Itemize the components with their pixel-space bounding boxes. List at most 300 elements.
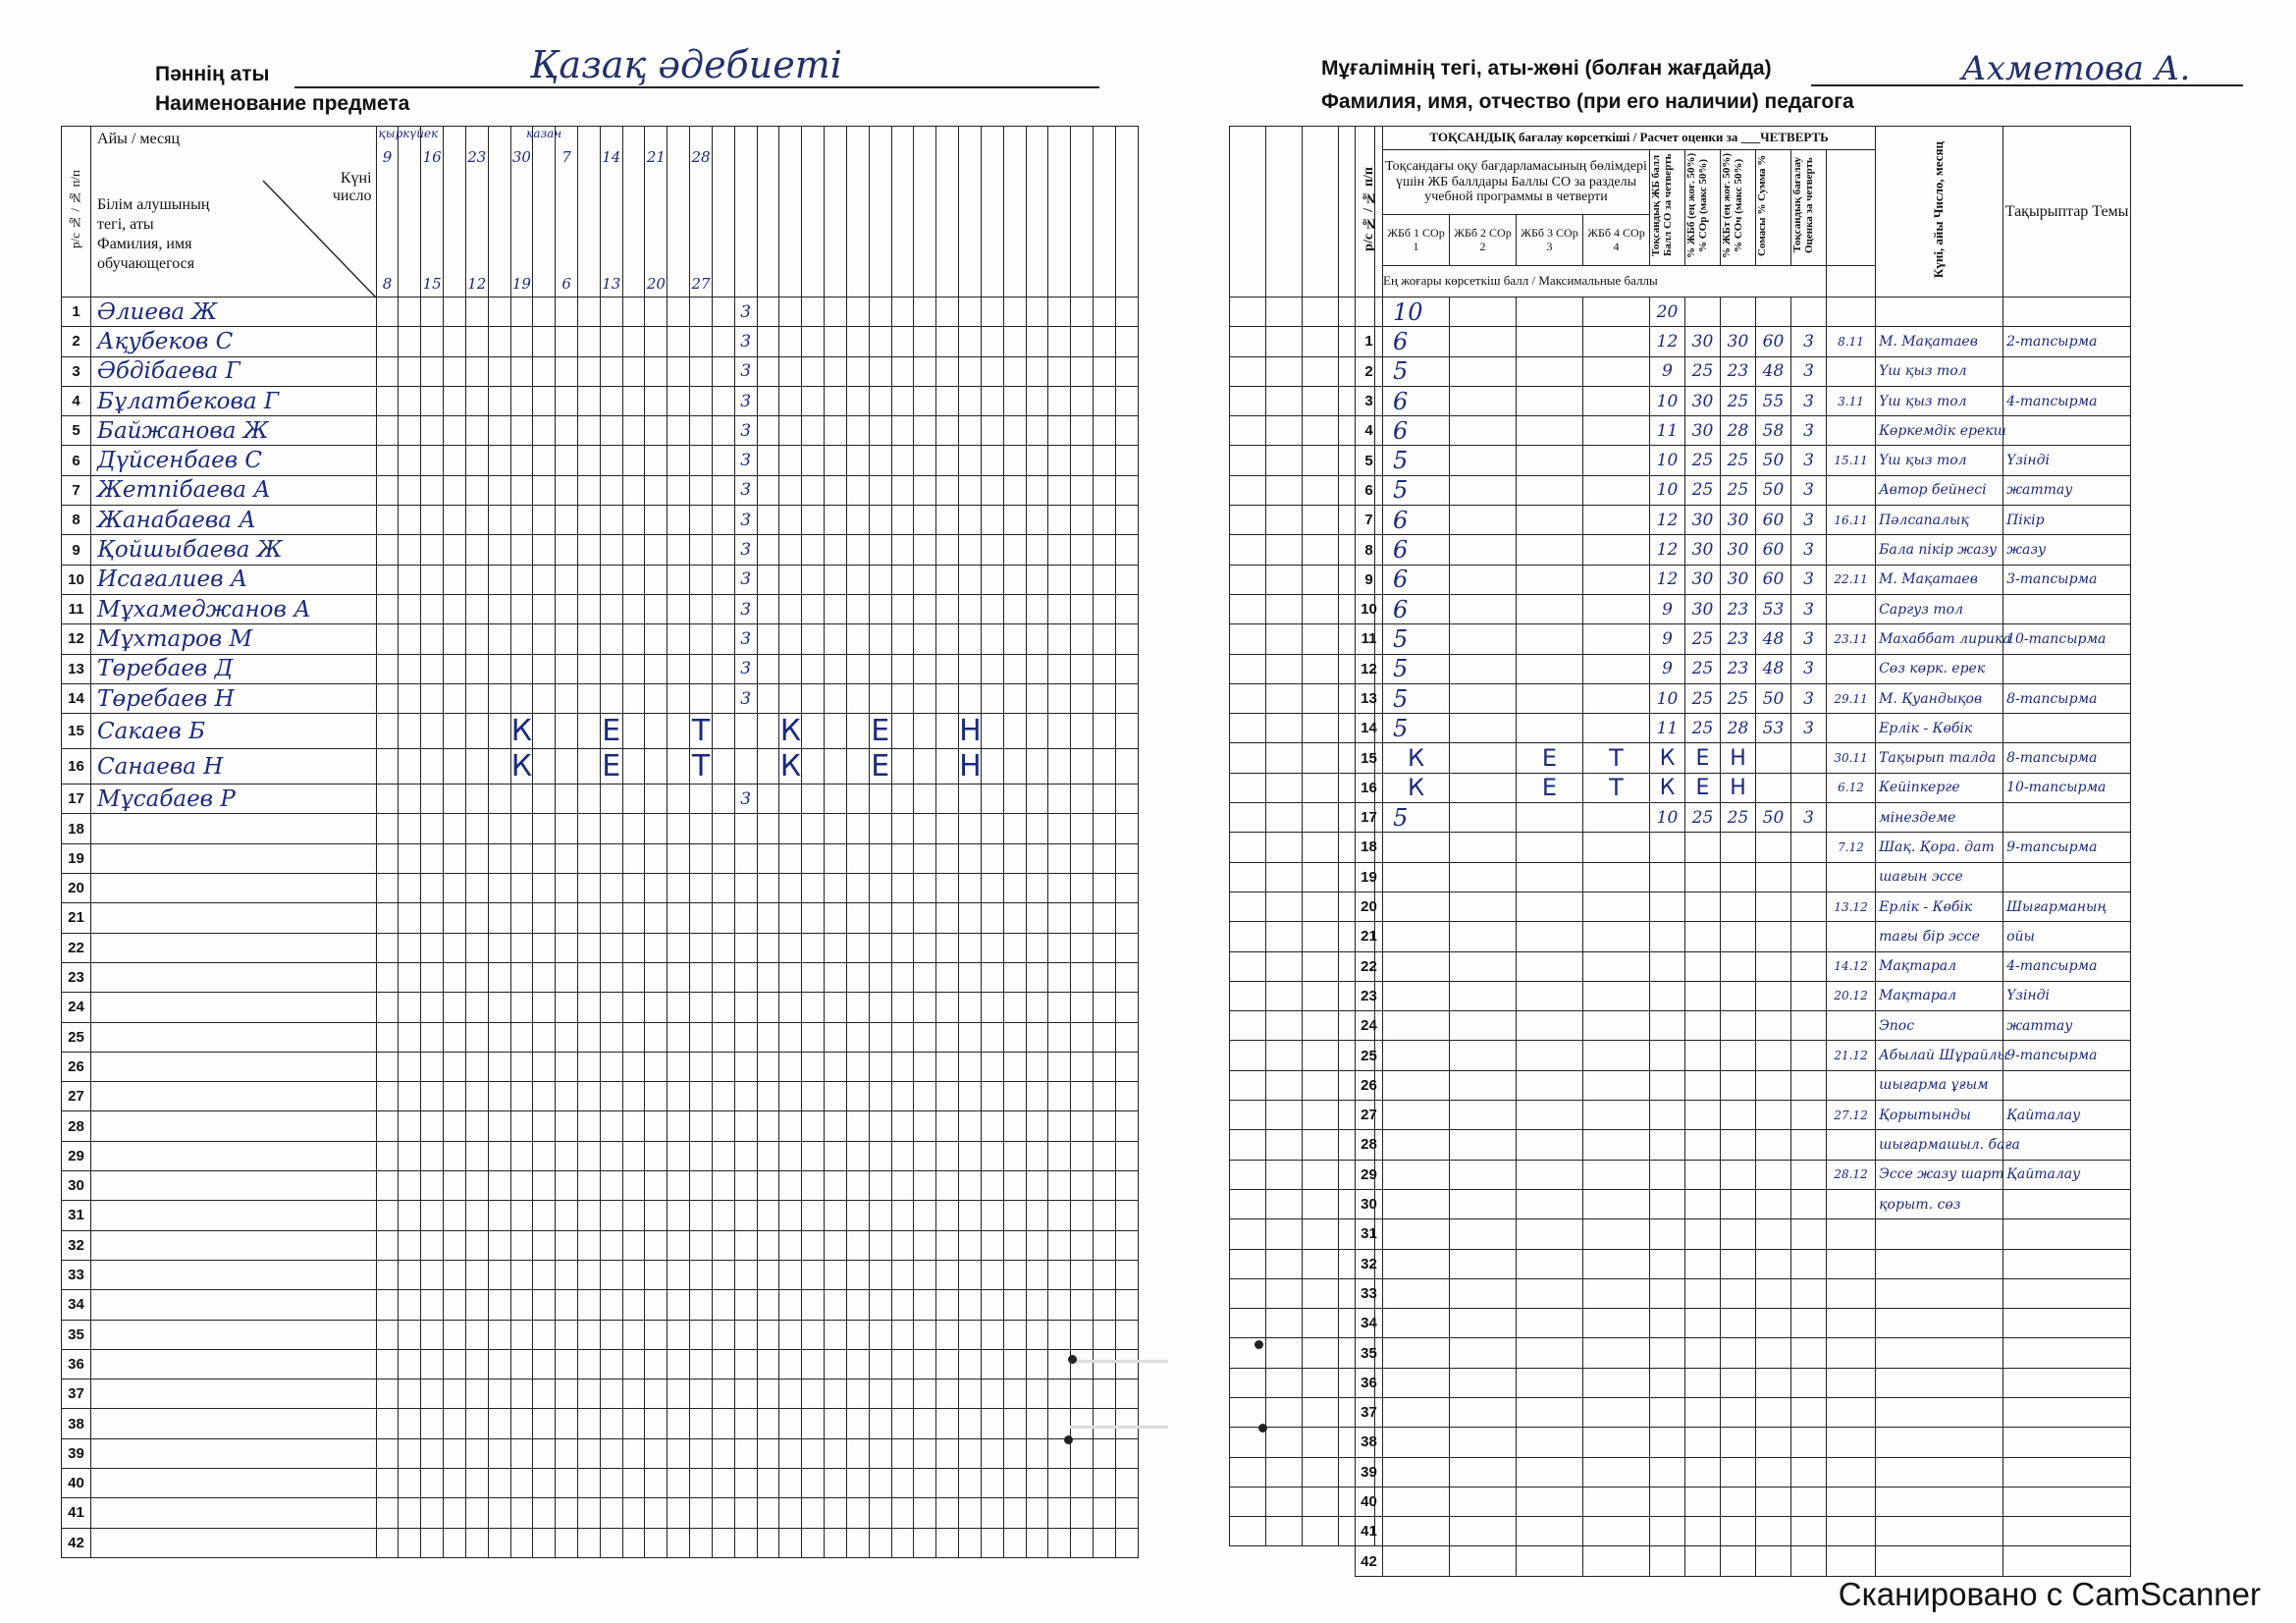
max-score-label: Ең жоғары көрсеткіш балл / Максимальные баллы [1383,266,1827,298]
mark-cell [421,1468,444,1497]
mark-cell [399,654,421,683]
mark-cell [690,446,713,475]
mark-cell [421,749,444,784]
spare-row [1230,1397,1375,1427]
pct-sor-cell: 30 [1685,565,1721,594]
mark-cell [959,1022,982,1052]
table-row [1356,1219,2131,1249]
mark-cell [846,386,869,415]
mark-cell [600,993,622,1022]
lesson-topic-cell: Бала пікір жазу [1876,535,2003,565]
mark-cell [712,356,734,386]
mark-cell [622,1052,645,1081]
mark-cell [488,993,510,1022]
spare-cell [1230,475,1266,505]
lesson-date-cell [1827,1457,1876,1487]
mark-cell [1115,416,1138,446]
mark-cell [578,1022,601,1052]
mark-cell [376,1230,399,1260]
table-row [62,565,1139,594]
mark-cell [981,327,1003,356]
sor3-cell [1517,327,1583,356]
mark-cell [667,1409,690,1438]
sor4-cell [1583,1041,1650,1070]
row-number: 14 [62,683,91,713]
mark-cell [1115,327,1138,356]
sor3-cell [1517,1338,1583,1368]
soch-cell: 12 [1650,535,1685,565]
spare-cell [1303,446,1339,475]
mark-cell [914,1438,936,1468]
mark-cell [533,416,556,446]
pct-sor-cell [1685,1546,1721,1576]
spare-row [1230,654,1375,683]
mark-cell [444,565,466,594]
mark-cell [465,1260,488,1289]
sor3-cell [1517,1487,1583,1516]
month-header-label: Айы / месяц [97,131,181,147]
mark-cell [1071,903,1094,933]
date-bottom: 19 [511,275,531,293]
row-number: 19 [62,843,91,873]
mark-cell [734,1409,757,1438]
row-number: 24 [1356,1011,1383,1041]
mark-cell [533,993,556,1022]
sor4-cell [1583,1457,1650,1487]
mark-cell [1115,993,1138,1022]
soch-cell [1650,981,1685,1010]
mark-cell [1094,1380,1116,1409]
mark-cell [779,327,802,356]
spare-cell [1230,1397,1266,1427]
mark-cell [645,475,667,505]
mark-cell [488,416,510,446]
mark-cell [1026,327,1048,356]
spare-cell [1230,892,1266,921]
mark-cell [622,535,645,565]
mark-cell [981,874,1003,903]
spare-row [1230,327,1375,356]
mark-cell [421,1052,444,1081]
mark-cell [667,843,690,873]
mark-cell [600,386,622,415]
mark-cell [622,1409,645,1438]
table-row [62,1290,1139,1320]
row-number: 31 [62,1201,91,1230]
blank-cell [1721,298,1756,327]
table-row [62,749,1139,784]
mark-cell [825,714,847,749]
pct-soch-cell [1721,1457,1756,1487]
sor1-cell [1383,981,1450,1010]
sor1-cell: 6 [1383,386,1450,415]
lesson-topic-cell: Абылай Шұрайлы [1876,1041,2003,1070]
mark-cell [488,933,510,962]
mark-cell: 3 [734,298,757,327]
mark-cell [600,903,622,933]
mark-cell [376,843,399,873]
sum-cell: 60 [1756,535,1791,565]
student-name [91,1409,377,1438]
sor2-cell [1450,1457,1517,1487]
mark-cell [712,683,734,713]
row-number: 30 [62,1171,91,1201]
pct-sor-cell: 25 [1685,683,1721,713]
max-sor1: 10 [1383,298,1450,327]
sor3-cell [1517,981,1583,1010]
mark-cell [869,1230,891,1260]
mark-cell [578,1409,601,1438]
mark-cell [936,386,959,415]
pct-sor-cell: 25 [1685,803,1721,833]
mark-cell [891,749,914,784]
spare-cell [1266,862,1303,892]
mark-cell [1026,1409,1048,1438]
mark-cell [399,1320,421,1349]
mark-cell [444,416,466,446]
mark-cell [959,1468,982,1497]
mark-cell [1115,962,1138,992]
sor4-cell [1583,327,1650,356]
mark-cell [802,1290,825,1320]
date-header-cell [1071,127,1094,298]
sor2-cell [1450,565,1517,594]
row-number: 11 [1356,624,1383,654]
mark-cell [578,475,601,505]
mark-cell [1071,565,1094,594]
mark-cell [421,565,444,594]
mark-cell [914,843,936,873]
mark-cell [578,654,601,683]
homework-cell: 8-тапсырма [2003,683,2131,713]
mark-cell [1071,416,1094,446]
table-row [1356,475,2131,505]
mark-cell [1026,506,1048,535]
mark-cell [825,654,847,683]
mark-cell [959,475,982,505]
sum-cell: 60 [1756,327,1791,356]
soch-cell [1650,1309,1685,1338]
mark-cell [488,535,510,565]
mark-cell [779,654,802,683]
mark-cell [690,1349,713,1379]
mark-cell [891,1349,914,1379]
mark-cell [914,1290,936,1320]
blank-cell [1827,266,1876,298]
mark-cell [645,1052,667,1081]
mark-cell [510,1290,533,1320]
spare-cell [1266,327,1303,356]
mark-cell [914,1230,936,1260]
grade-cell [1791,1487,1827,1516]
mark-cell [1048,386,1071,415]
lesson-topic-cell: шығарма ұғым [1876,1070,2003,1100]
spare-cell [1230,1249,1266,1278]
mark-cell [959,298,982,327]
mark-cell [622,475,645,505]
spare-cell [1266,833,1303,862]
mark-cell [825,1141,847,1170]
mark-cell [734,1171,757,1201]
mark-cell [712,814,734,843]
mark-cell [1115,654,1138,683]
mark-cell [1115,446,1138,475]
subject-underline [294,86,1099,88]
mark-cell [690,903,713,933]
mark-cell [600,1260,622,1289]
mark-cell [1026,1022,1048,1052]
mark-cell [757,1141,779,1170]
mark-cell [1115,1230,1138,1260]
spare-cell [1266,446,1303,475]
mark-cell [556,1409,578,1438]
sor4-cell [1583,951,1650,981]
mark-cell [802,1528,825,1557]
mark-cell [1048,356,1071,386]
sor3-cell [1517,1189,1583,1218]
mark-cell [556,993,578,1022]
mark-cell [1071,1349,1094,1379]
mark-cell [959,1260,982,1289]
mark-cell [399,1349,421,1379]
pct-soch-cell [1721,1428,1756,1457]
mark-cell [690,1201,713,1230]
mark-cell [578,1171,601,1201]
sor3-cell [1517,386,1583,415]
mark-cell [891,843,914,873]
mark-cell [421,1260,444,1289]
mark-cell [1003,1468,1026,1497]
grade-cell: 3 [1791,475,1827,505]
mark-cell [1094,1052,1116,1081]
mark-cell [488,1290,510,1320]
mark-cell [1094,1201,1116,1230]
mark-cell [1026,1380,1048,1409]
mark-cell [690,506,713,535]
teacher-value: Ахметова А. [1961,49,2191,88]
mark-cell [1071,1290,1094,1320]
sor1-cell [1383,1309,1450,1338]
mark-cell [1003,1438,1026,1468]
mark-cell [712,749,734,784]
mark-cell [1003,1171,1026,1201]
mark-cell [556,1438,578,1468]
mark-cell [914,1498,936,1528]
mark-cell [712,1468,734,1497]
pct-sor-cell [1685,951,1721,981]
staple-dot [1255,1340,1263,1349]
mark-cell [578,565,601,594]
mark-cell [959,1380,982,1409]
sor2-cell [1450,1219,1517,1249]
mark-cell [712,714,734,749]
soch-cell: 12 [1650,565,1685,594]
mark-cell [488,1082,510,1111]
mark-cell [1071,1260,1094,1289]
mark-cell [869,1052,891,1081]
mark-cell [891,1141,914,1170]
table-row [1356,714,2131,743]
mark-cell [981,903,1003,933]
grade-cell: 3 [1791,506,1827,535]
mark-cell [376,714,399,749]
student-name [91,1468,377,1497]
mark-cell [1094,962,1116,992]
mark-cell [645,1349,667,1379]
mark-cell [802,843,825,873]
student-name [91,962,377,992]
spare-cell [1230,1309,1266,1338]
mark-cell [802,1052,825,1081]
homework-cell: жазу [2003,535,2131,565]
row-number: 40 [62,1468,91,1497]
mark-cell [757,1260,779,1289]
pct-soch-cell: Н [1721,773,1756,802]
spare-cell [1266,1368,1303,1397]
mark-cell [779,1349,802,1379]
mark-cell [645,594,667,623]
pct-sor-cell: 25 [1685,446,1721,475]
spare-cell [1303,1457,1339,1487]
student-header-cell [91,127,377,298]
date-top: 23 [467,148,487,166]
mark-cell [556,386,578,415]
mark-cell: 3 [734,446,757,475]
pct-soch-cell: 30 [1721,327,1756,356]
mark-cell [1115,1141,1138,1170]
mark-cell [802,1409,825,1438]
date-top: 9 [382,148,393,166]
mark-cell [510,1022,533,1052]
sor1-cell [1383,1368,1450,1397]
table-row [62,784,1139,814]
mark-cell [712,1438,734,1468]
mark-cell: 3 [734,475,757,505]
mark-cell [421,327,444,356]
mark-cell [533,1082,556,1111]
mark-cell [667,565,690,594]
sor2-cell [1450,683,1517,713]
mark-cell [1115,1349,1138,1379]
mark-cell [779,416,802,446]
table-row [1356,1189,2131,1218]
sor1-cell [1383,833,1450,862]
grade-cell [1791,1278,1827,1308]
row-number: 18 [1356,833,1383,862]
mark-cell [712,594,734,623]
mark-cell [488,1022,510,1052]
mark-cell [914,624,936,654]
sor1-cell: 6 [1383,327,1450,356]
mark-cell [488,654,510,683]
mark-cell [465,784,488,814]
mark-cell [510,843,533,873]
mark-cell [556,1498,578,1528]
lesson-topic-cell: Шақ. Қора. дат [1876,833,2003,862]
mark-cell [444,298,466,327]
mark-cell [712,1052,734,1081]
mark-cell [465,1141,488,1170]
lesson-topic-cell: Кейіпкерге [1876,773,2003,802]
mark-cell [444,993,466,1022]
mark-cell [1094,386,1116,415]
mark-cell [825,683,847,713]
mark-cell [734,814,757,843]
mark-cell [712,1498,734,1528]
mark-cell [556,903,578,933]
soch-column-header-text: Тоқсандық ЖБ балл Балл СО за четверть [1650,154,1675,257]
mark-cell [959,327,982,356]
spare-cell [1303,1517,1339,1546]
mark-cell [488,1349,510,1379]
date-header-cell [645,127,667,298]
mark-cell [1115,1290,1138,1320]
lesson-topic-cell: Автор бейнесі [1876,475,2003,505]
mark-cell [444,1498,466,1528]
mark-cell [734,1468,757,1497]
mark-cell [757,356,779,386]
mark-cell [556,1111,578,1141]
pct-sor-cell [1685,1070,1721,1100]
mark-cell [1048,506,1071,535]
mark-cell [1026,298,1048,327]
mark-cell [959,962,982,992]
mark-cell [1003,654,1026,683]
date-header-cell [488,127,510,298]
mark-cell [1115,1528,1138,1557]
subject-value: Қазақ әдебиеті [530,43,842,86]
date-header-cell [712,127,734,298]
mark-cell [690,1409,713,1438]
date-header-cell [526,127,578,298]
spare-cell [1230,1517,1266,1546]
mark-cell [959,624,982,654]
mark-cell [869,1380,891,1409]
mark-cell [510,1380,533,1409]
mark-cell [444,386,466,415]
sum-cell [1756,1041,1791,1070]
mark-cell [444,1468,466,1497]
month-label: қазан [526,127,562,140]
sor3-cell: Е [1517,743,1583,773]
spare-cell [1266,1101,1303,1130]
lesson-date-cell: 7.12 [1827,833,1876,862]
mark-cell [556,749,578,784]
student-name [91,903,377,933]
mark-cell [846,784,869,814]
sum-cell: 48 [1756,356,1791,386]
mark-cell [622,1260,645,1289]
mark-cell [936,298,959,327]
mark-cell [959,1111,982,1141]
mark-cell [533,784,556,814]
mark-cell [578,446,601,475]
mark-cell [556,565,578,594]
mark-cell [846,1052,869,1081]
spare-cell [1230,803,1266,833]
mark-cell [488,843,510,873]
row-number: 41 [1356,1517,1383,1546]
row-number: 33 [62,1260,91,1289]
table-row [1356,1338,2131,1368]
mark-cell [891,356,914,386]
mark-cell [1026,1230,1048,1260]
row-number: 41 [62,1498,91,1528]
sor2-cell [1450,1487,1517,1516]
sum-cell [1756,833,1791,862]
mark-cell [846,356,869,386]
mark-cell [578,814,601,843]
